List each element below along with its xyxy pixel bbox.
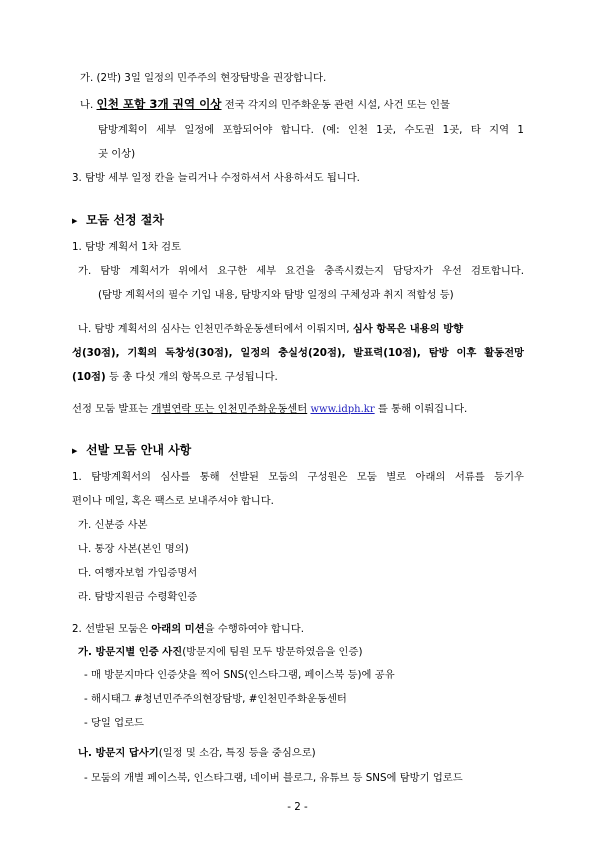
intro-item-3: 3. 탐방 세부 일정 칸을 늘리거나 수정하셔서 사용하셔도 됩니다. [72, 172, 360, 184]
guidance-p2-suffix: 을 수행하여야 합니다. [204, 623, 304, 635]
mission-1-heading [78, 645, 362, 659]
mission-1-item: - 해시태그 #청년민주주의현장탐방, #인천민주화운동센터 [84, 693, 347, 705]
selection-step-1: 1. 탐방 계획서 1차 검토 [72, 241, 182, 253]
triangle-bullet-icon: ▶ [72, 447, 78, 455]
mission-2-heading [78, 746, 316, 760]
mission-2-note: (일정 및 소감, 특징 등을 중심으로) [158, 747, 316, 759]
intro-item-ga: 가. (2박) 3일 일정의 민주주의 현장탐방을 권장합니다. [80, 72, 327, 84]
mission-1-title: 가. 방문지별 인증 사진 [78, 646, 183, 658]
announcement-channel: 개별연락 또는 인천민주화운동센터 [151, 403, 308, 415]
intro-na-prefix: 나. [80, 99, 97, 111]
selection-criteria-line2: 성(30점), 기획의 독창성(30점), 일정의 충실성(20점), 발표력(10점), 탐방 이후 활동전망 [72, 347, 524, 359]
mission-2-title: 나. 방문지 답사기 [78, 747, 159, 759]
selection-ga-line1: 가. 탐방 계획서가 위에서 요구한 세부 요건을 충족시켰는지 담당자가 우선 검토합니다. [78, 265, 524, 277]
selection-criteria-last: (10점) [72, 371, 106, 383]
section-title-selection: 모둠 선정 절차 [86, 213, 164, 227]
doc-item: 다. 여행자보험 가입증명서 [78, 567, 198, 579]
page-number: - 2 - [287, 801, 308, 813]
intro-na-line3: 곳 이상) [98, 148, 136, 160]
center-website-link[interactable]: www.idph.kr [310, 404, 375, 415]
guidance-p1-line2: 편이나 메일, 혹은 팩스로 보내주셔야 합니다. [72, 495, 274, 507]
intro-na-rest: 전국 각지의 민주화운동 관련 시설, 사건 또는 인물 [221, 99, 450, 111]
guidance-p1-line1: 1. 탐방계획서의 심사를 통해 선발된 모둠의 구성원은 모둠 별로 아래의 서류를 등기우 [72, 471, 524, 483]
announcement-suffix: 를 통해 이뤄집니다. [374, 403, 468, 415]
mission-1-item: - 당일 업로드 [84, 717, 144, 729]
selection-na-criteria-start: 심사 항목은 내용의 방향 [352, 323, 464, 335]
selection-ga-line2: (탐방 계획서의 필수 기입 내용, 탐방지와 탐방 일정의 구체성과 취지 적합성 등) [98, 289, 454, 301]
selection-na-plain: 나. 탐방 계획서의 심사는 인천민주화운동센터에서 이뤄지며, [78, 323, 353, 335]
doc-item: 라. 탐방지원금 수령확인증 [78, 591, 198, 603]
guidance-p2-prefix: 2. 선발된 모둠은 [72, 623, 152, 635]
selection-announcement [72, 402, 467, 417]
guidance-p2 [72, 622, 304, 636]
intro-na-emphasis: 인천 포함 3개 권역 이상 [96, 97, 222, 111]
mission-1-note: (방문지에 팀원 모두 방문하였음을 인증) [182, 646, 363, 658]
guidance-p2-mission: 아래의 미션 [151, 623, 205, 635]
intro-na-line2: 탐방계획이 세부 일정에 포함되어야 합니다. (예: 인천 1곳, 수도권 1곳, 타 지역 1 [98, 124, 524, 136]
selection-na-line1 [78, 322, 463, 336]
triangle-bullet-icon: ▶ [72, 217, 78, 225]
mission-1-item: - 매 방문지마다 인증샷을 찍어 SNS(인스타그램, 페이스북 등)에 공유 [84, 669, 395, 681]
doc-item: 가. 신분증 사본 [78, 519, 148, 531]
mission-2-item: - 모둠의 개별 페이스북, 인스타그램, 네이버 블로그, 유튜브 등 SNS에 탐방기 업로드 [84, 772, 463, 784]
section-title-guidance: 선발 모둠 안내 사항 [86, 443, 192, 457]
selection-criteria-line3 [72, 370, 278, 384]
announcement-prefix: 선정 모둠 발표는 [72, 403, 152, 415]
section-heading-selection [72, 213, 164, 228]
section-heading-guidance [72, 443, 191, 458]
doc-item: 나. 통장 사본(본인 명의) [78, 543, 189, 555]
intro-item-na [80, 97, 450, 112]
selection-criteria-summary: 등 총 다섯 개의 항목으로 구성됩니다. [105, 371, 278, 383]
